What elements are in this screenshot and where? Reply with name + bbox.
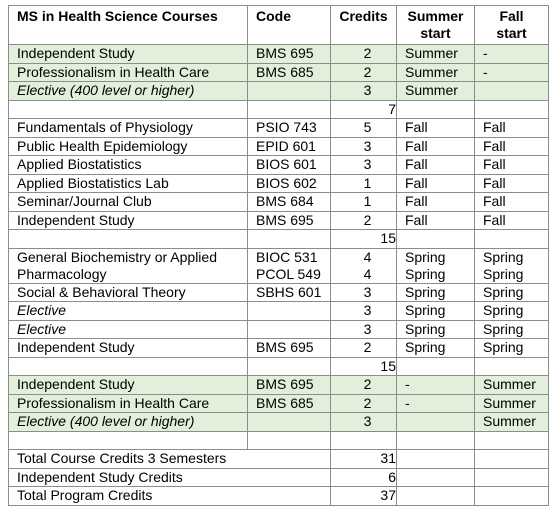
course-name: Fundamentals of Physiology	[9, 119, 248, 138]
fall-term-line2: Spring	[483, 265, 524, 282]
course-credits: 3	[331, 320, 397, 339]
summer-start-term	[397, 413, 475, 432]
fall-start-term: Fall	[475, 174, 549, 193]
table-row	[9, 82, 549, 101]
fall-start-term: Summer	[475, 413, 549, 432]
table-row	[9, 394, 549, 413]
course-credits: 2	[331, 63, 397, 82]
header-course: MS in Health Science Courses	[9, 6, 248, 45]
summer-term-line2: Spring	[405, 265, 446, 282]
table-row	[9, 302, 549, 321]
table-row	[9, 63, 549, 82]
course-name: Professionalism in Health Care	[9, 63, 248, 82]
summer-term-line1: Spring	[405, 248, 446, 265]
course-code	[248, 248, 331, 283]
header-fall-line1: Fall	[499, 8, 524, 24]
course-name: Applied Biostatistics Lab	[9, 174, 248, 193]
total-label: Independent Study Credits	[9, 468, 331, 487]
summer-start-term: Spring	[397, 302, 475, 321]
spacer-row	[9, 431, 549, 450]
course-credits: 2	[331, 394, 397, 413]
course-name: Independent Study	[9, 339, 248, 358]
course-credits: 5	[331, 119, 397, 138]
fall-start-term: -	[475, 45, 549, 64]
table-row	[9, 211, 549, 230]
table-row	[9, 174, 549, 193]
table-row	[9, 193, 549, 212]
fall-start-term: Summer	[475, 376, 549, 395]
fall-start-term: Fall	[475, 119, 549, 138]
table-row	[9, 376, 549, 395]
total-row	[9, 468, 549, 487]
summer-start-term: -	[397, 394, 475, 413]
course-credits	[331, 248, 397, 283]
fall-start-term	[475, 82, 549, 101]
course-name: Social & Behavioral Theory	[9, 283, 248, 302]
total-value: 37	[331, 487, 397, 506]
course-code: BMS 695	[248, 376, 331, 395]
course-credits: 3	[331, 413, 397, 432]
summer-start-term: Fall	[397, 119, 475, 138]
course-code: PSIO 743	[248, 119, 331, 138]
course-credits: 2	[331, 376, 397, 395]
course-name	[9, 248, 248, 283]
total-row	[9, 450, 549, 469]
header-summer-line2: start	[420, 25, 451, 41]
course-credits: 2	[331, 339, 397, 358]
course-code: BMS 685	[248, 63, 331, 82]
course-credits: 1	[331, 174, 397, 193]
course-code-line1: BIOC 531	[256, 248, 318, 265]
course-code: BMS 695	[248, 211, 331, 230]
total-value: 31	[331, 450, 397, 469]
total-row	[9, 487, 549, 506]
table-row	[9, 283, 549, 302]
summer-start-term: Spring	[397, 320, 475, 339]
summer-start-term: Fall	[397, 137, 475, 156]
total-label: Total Program Credits	[9, 487, 331, 506]
total-label: Total Course Credits 3 Semesters	[9, 450, 331, 469]
course-name: Independent Study	[9, 211, 248, 230]
header-credits: Credits	[331, 6, 397, 45]
semester-subtotal: 7	[331, 100, 397, 119]
fall-start-term: -	[475, 63, 549, 82]
course-code: SBHS 601	[248, 283, 331, 302]
header-summer-start	[397, 6, 475, 45]
course-name: Elective (400 level or higher)	[9, 413, 248, 432]
course-name: Elective	[9, 302, 248, 321]
summer-start-term: Fall	[397, 174, 475, 193]
course-table	[8, 5, 549, 506]
course-code: BMS 684	[248, 193, 331, 212]
table-row	[9, 45, 549, 64]
summer-start-term: Summer	[397, 45, 475, 64]
header-summer-line1: Summer	[407, 8, 464, 24]
fall-start-term	[475, 248, 549, 283]
table-row	[9, 413, 549, 432]
course-code: BMS 695	[248, 339, 331, 358]
summer-start-term: Fall	[397, 211, 475, 230]
table-row	[9, 320, 549, 339]
course-credits: 3	[331, 156, 397, 175]
course-credits: 2	[331, 45, 397, 64]
table-row	[9, 248, 549, 283]
course-credits: 3	[331, 283, 397, 302]
table-row	[9, 339, 549, 358]
course-name: Elective	[9, 320, 248, 339]
summer-start-term: Fall	[397, 156, 475, 175]
summer-start-term: Summer	[397, 63, 475, 82]
summer-start-term: Fall	[397, 193, 475, 212]
header-row	[9, 6, 549, 45]
table-row	[9, 137, 549, 156]
course-name: Professionalism in Health Care	[9, 394, 248, 413]
subtotal-row	[9, 100, 549, 119]
course-name-line2: Pharmacology	[17, 265, 107, 282]
course-credits: 1	[331, 193, 397, 212]
course-code: BMS 685	[248, 394, 331, 413]
course-code: BIOS 602	[248, 174, 331, 193]
course-credits: 2	[331, 211, 397, 230]
course-code-line2: PCOL 549	[256, 265, 321, 282]
fall-start-term: Spring	[475, 283, 549, 302]
fall-start-term: Fall	[475, 193, 549, 212]
semester-subtotal: 15	[331, 230, 397, 249]
course-name: Seminar/Journal Club	[9, 193, 248, 212]
course-code	[248, 413, 331, 432]
summer-start-term: Summer	[397, 82, 475, 101]
summer-start-term: Spring	[397, 339, 475, 358]
course-code: BMS 695	[248, 45, 331, 64]
table-row	[9, 156, 549, 175]
course-credits: 3	[331, 302, 397, 321]
course-code	[248, 302, 331, 321]
course-name: Applied Biostatistics	[9, 156, 248, 175]
course-name: Independent Study	[9, 45, 248, 64]
total-value: 6	[331, 468, 397, 487]
course-code: BIOS 601	[248, 156, 331, 175]
fall-term-line1: Spring	[483, 248, 524, 265]
semester-subtotal: 15	[331, 357, 397, 376]
fall-start-term: Summer	[475, 394, 549, 413]
summer-start-term: -	[397, 376, 475, 395]
table-row	[9, 119, 549, 138]
course-name-line1: General Biochemistry or Applied	[17, 248, 217, 265]
course-table-wrapper	[8, 5, 549, 506]
subtotal-row	[9, 357, 549, 376]
course-credits: 3	[331, 82, 397, 101]
header-fall-line2: start	[496, 25, 527, 41]
course-name: Public Health Epidemiology	[9, 137, 248, 156]
course-credits-line2: 4	[363, 265, 372, 282]
course-code: EPID 601	[248, 137, 331, 156]
fall-start-term: Spring	[475, 320, 549, 339]
course-code	[248, 82, 331, 101]
fall-start-term: Spring	[475, 302, 549, 321]
fall-start-term: Fall	[475, 137, 549, 156]
summer-start-term: Spring	[397, 283, 475, 302]
fall-start-term: Fall	[475, 211, 549, 230]
course-code	[248, 320, 331, 339]
fall-start-term: Fall	[475, 156, 549, 175]
course-credits: 3	[331, 137, 397, 156]
subtotal-row	[9, 230, 549, 249]
course-name: Elective (400 level or higher)	[9, 82, 248, 101]
course-name: Independent Study	[9, 376, 248, 395]
header-fall-start	[475, 6, 549, 45]
course-credits-line1: 4	[363, 248, 372, 265]
summer-start-term	[397, 248, 475, 283]
fall-start-term: Spring	[475, 339, 549, 358]
header-code: Code	[248, 6, 331, 45]
